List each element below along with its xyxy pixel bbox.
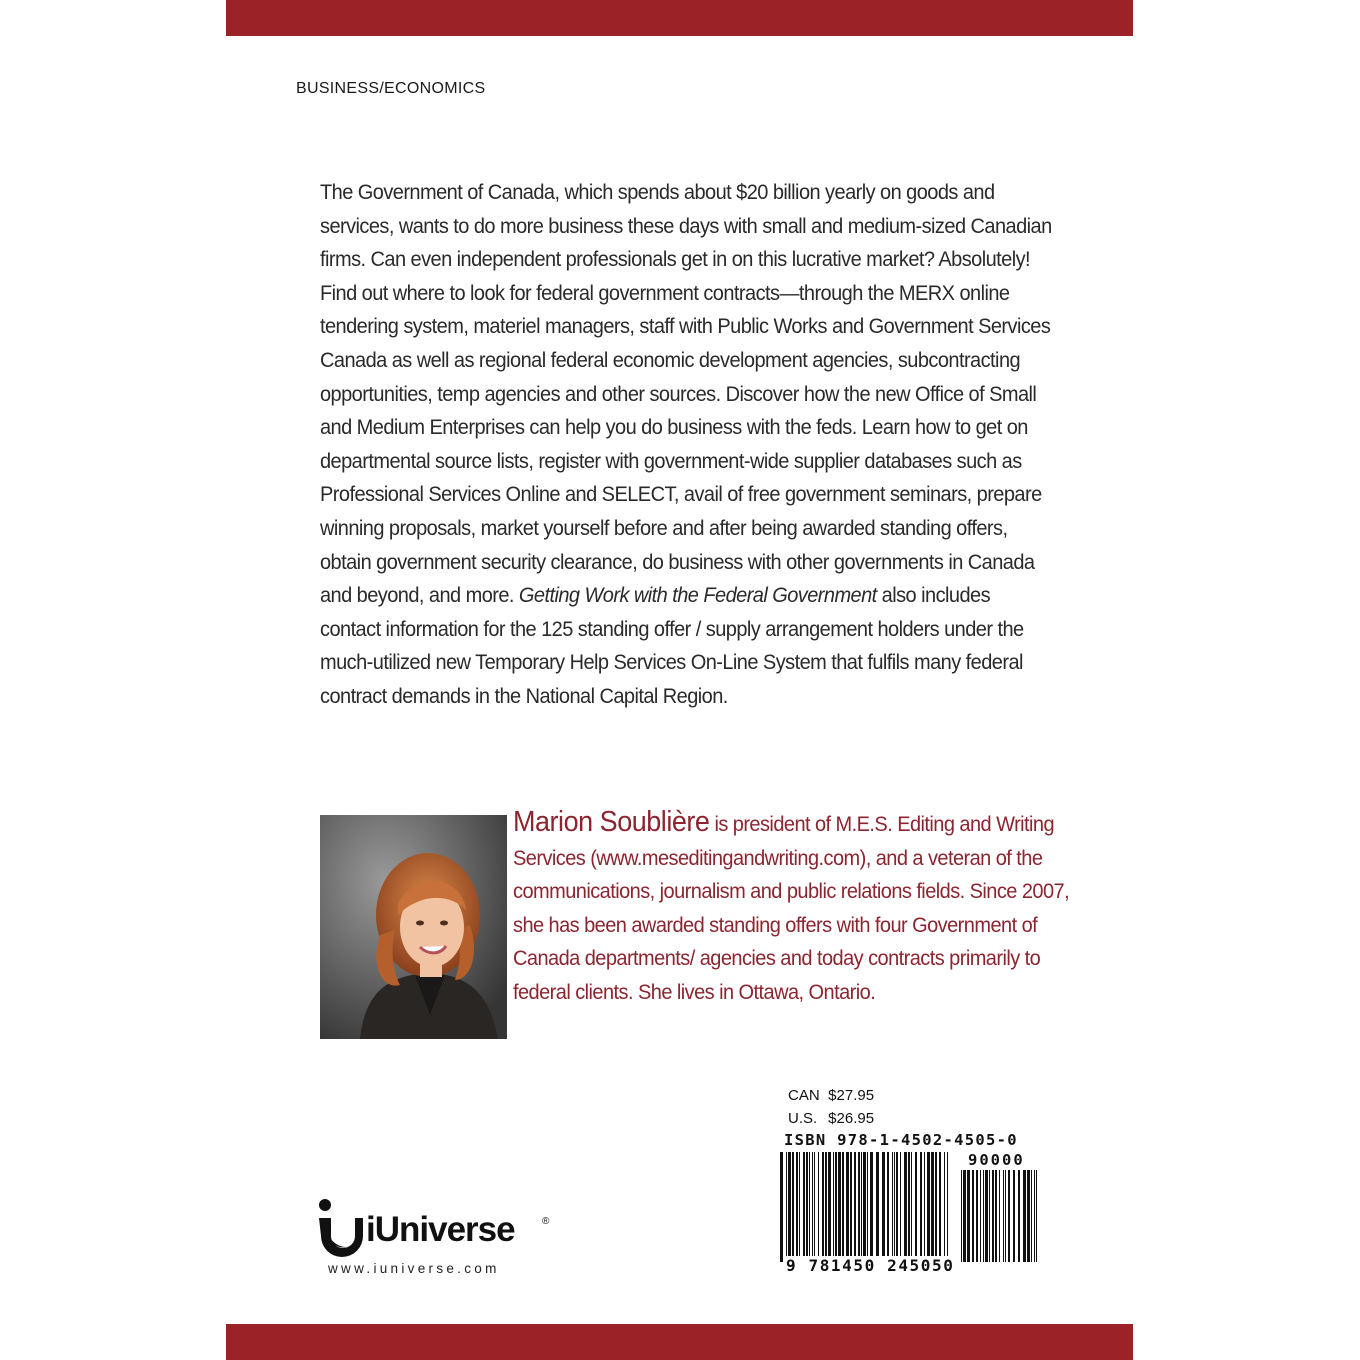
barcode-bar <box>835 1152 837 1262</box>
barcode-bar <box>882 1152 885 1262</box>
description-text-2: also includes contact information for the 125 standing offer / supply arrangement holders under the much-utilized new Temporary Help Services On-Line System that fulfils many federal contract demands in the National Capital Region. <box>320 583 1024 708</box>
barcode-bar <box>992 1170 994 1262</box>
barcode-bar <box>947 1152 948 1262</box>
barcode-bar <box>828 1152 831 1262</box>
barcode-bar <box>822 1152 824 1262</box>
barcode-bar <box>1034 1170 1035 1262</box>
barcode-bar <box>1027 1170 1030 1262</box>
barcode-bar <box>806 1152 808 1262</box>
barcode-bar <box>867 1152 868 1262</box>
barcode-bar <box>799 1152 800 1262</box>
barcode-bar <box>904 1152 907 1262</box>
barcode-bar <box>944 1152 945 1262</box>
description-text-1: The Government of Canada, which spends about $20 billion yearly on goods and services, wants to do more business these days with small and medium-sized Canadian firms. Can even independent professionals get in on this lucrative market? Absolutely! Find out where to look for federal government contracts—through the MERX online tendering system, materiel managers, staff with Public Works and Government Services Canada as well as regional federal economic development agencies, subcontracting opportunities, temp agencies and other sources. Discover how the new Office of Small and Medium Enterprises can help you do business with the feds. Learn how to get on departmental source lists, register with government-wide supplier databases such as Professional Services Online and SELECT, avail of free government seminars, prepare winning proposals, market yourself before and after being awarded standing offers, obtain government security clearance, do business with other governments in Canada and beyond, and more. <box>320 180 1052 608</box>
barcode-bar <box>1005 1170 1006 1262</box>
barcode-bar <box>985 1170 988 1262</box>
barcode-bar <box>1013 1170 1015 1262</box>
isbn-text: ISBN 978-1-4502-4505-0 <box>784 1131 1018 1149</box>
barcode-bar <box>809 1152 810 1262</box>
barcode-bar <box>931 1152 934 1262</box>
barcode-bar <box>967 1170 970 1262</box>
barcode-bar <box>814 1152 815 1262</box>
barcode-bar <box>850 1152 852 1262</box>
bottom-color-band <box>226 1324 1133 1360</box>
price-block <box>788 1084 874 1130</box>
author-portrait-icon <box>320 815 507 1039</box>
book-title-italic: Getting Work with the Federal Government <box>518 583 877 608</box>
barcode-bar <box>920 1152 922 1262</box>
publisher-name: iUniverse <box>366 1210 515 1249</box>
barcode-bar <box>983 1170 984 1262</box>
barcode-bar <box>786 1152 787 1262</box>
ean-digits: 9 781450 245050 <box>786 1256 955 1275</box>
author-photo <box>320 815 507 1039</box>
barcode-addon-number: 90000 <box>968 1151 1025 1169</box>
barcode-bar <box>1003 1170 1004 1262</box>
barcode-bar <box>1018 1170 1020 1262</box>
barcode-bar <box>924 1152 925 1262</box>
barcode-bar <box>803 1152 805 1262</box>
barcode-bar <box>825 1152 827 1262</box>
barcode-bar <box>818 1152 819 1262</box>
price-label-can: CAN <box>788 1087 820 1104</box>
barcode-bar <box>870 1152 873 1262</box>
barcode-bar <box>863 1152 866 1262</box>
top-color-band <box>226 0 1133 36</box>
barcode-bar <box>1036 1170 1037 1262</box>
barcode-bar <box>972 1170 974 1262</box>
barcode-bar <box>833 1152 834 1262</box>
barcode-bar <box>1008 1170 1010 1262</box>
registered-mark: ® <box>542 1216 550 1227</box>
author-bio <box>513 806 1071 1010</box>
price-value-can: $27.95 <box>828 1087 875 1104</box>
barcode-bar <box>995 1170 997 1262</box>
barcode-bar <box>796 1152 798 1262</box>
barcode-bar <box>812 1152 813 1262</box>
barcode-bar <box>935 1152 937 1262</box>
barcode-bar <box>999 1170 1000 1262</box>
barcode-bar <box>908 1152 910 1262</box>
price-row-can <box>788 1084 874 1107</box>
barcode-bar <box>896 1152 898 1262</box>
barcode-bar <box>861 1152 862 1262</box>
barcode-bar <box>854 1152 856 1262</box>
barcode-bar <box>1031 1170 1032 1262</box>
category-label: BUSINESS/ECONOMICS <box>296 80 486 97</box>
barcode-bar <box>792 1152 794 1262</box>
barcode-bar <box>1023 1170 1026 1262</box>
barcode-bar <box>963 1170 966 1262</box>
price-row-us <box>788 1107 874 1130</box>
addon-barcode <box>961 1170 1037 1262</box>
barcode-bar <box>915 1152 917 1262</box>
barcode-bar <box>961 1170 962 1262</box>
price-label-us: U.S. <box>788 1110 818 1127</box>
barcode-bar <box>927 1152 930 1262</box>
barcode-bar <box>894 1152 895 1262</box>
barcode-bar <box>989 1170 990 1262</box>
barcode-bar <box>876 1152 879 1262</box>
barcode-bar <box>780 1152 783 1262</box>
barcode-bar <box>846 1152 849 1262</box>
book-description <box>320 176 1055 714</box>
iuniverse-logo-icon <box>316 1196 366 1260</box>
barcode-bar <box>892 1152 893 1262</box>
barcode-bar <box>980 1170 981 1262</box>
author-name: Marion Soublière <box>513 806 710 838</box>
barcode-bar <box>911 1152 912 1262</box>
barcode-bar <box>788 1152 791 1262</box>
barcode-bar <box>838 1152 841 1262</box>
book-back-cover <box>226 0 1133 1360</box>
isbn-barcode <box>780 1152 950 1262</box>
barcode-bar <box>887 1152 889 1262</box>
author-bio-text: is president of M.E.S. Editing and Writing Services (www.meseditingandwriting.com), and a veteran of the communications, journalism and public relations fields. Since 2007, she has been awarded standing offers with four Government of Canada departments/ agencies and today contracts primarily to federal clients. She lives in Ottawa, Ontario. <box>513 812 1070 1004</box>
barcode-bar <box>900 1152 901 1262</box>
barcode-bar <box>842 1152 844 1262</box>
barcode-bar <box>858 1152 860 1262</box>
barcode-bar <box>939 1152 941 1262</box>
price-value-us: $26.95 <box>828 1110 875 1127</box>
publisher-logo <box>316 1196 556 1260</box>
barcode-bar <box>976 1170 978 1262</box>
publisher-url: www.iuniverse.com <box>328 1261 500 1276</box>
